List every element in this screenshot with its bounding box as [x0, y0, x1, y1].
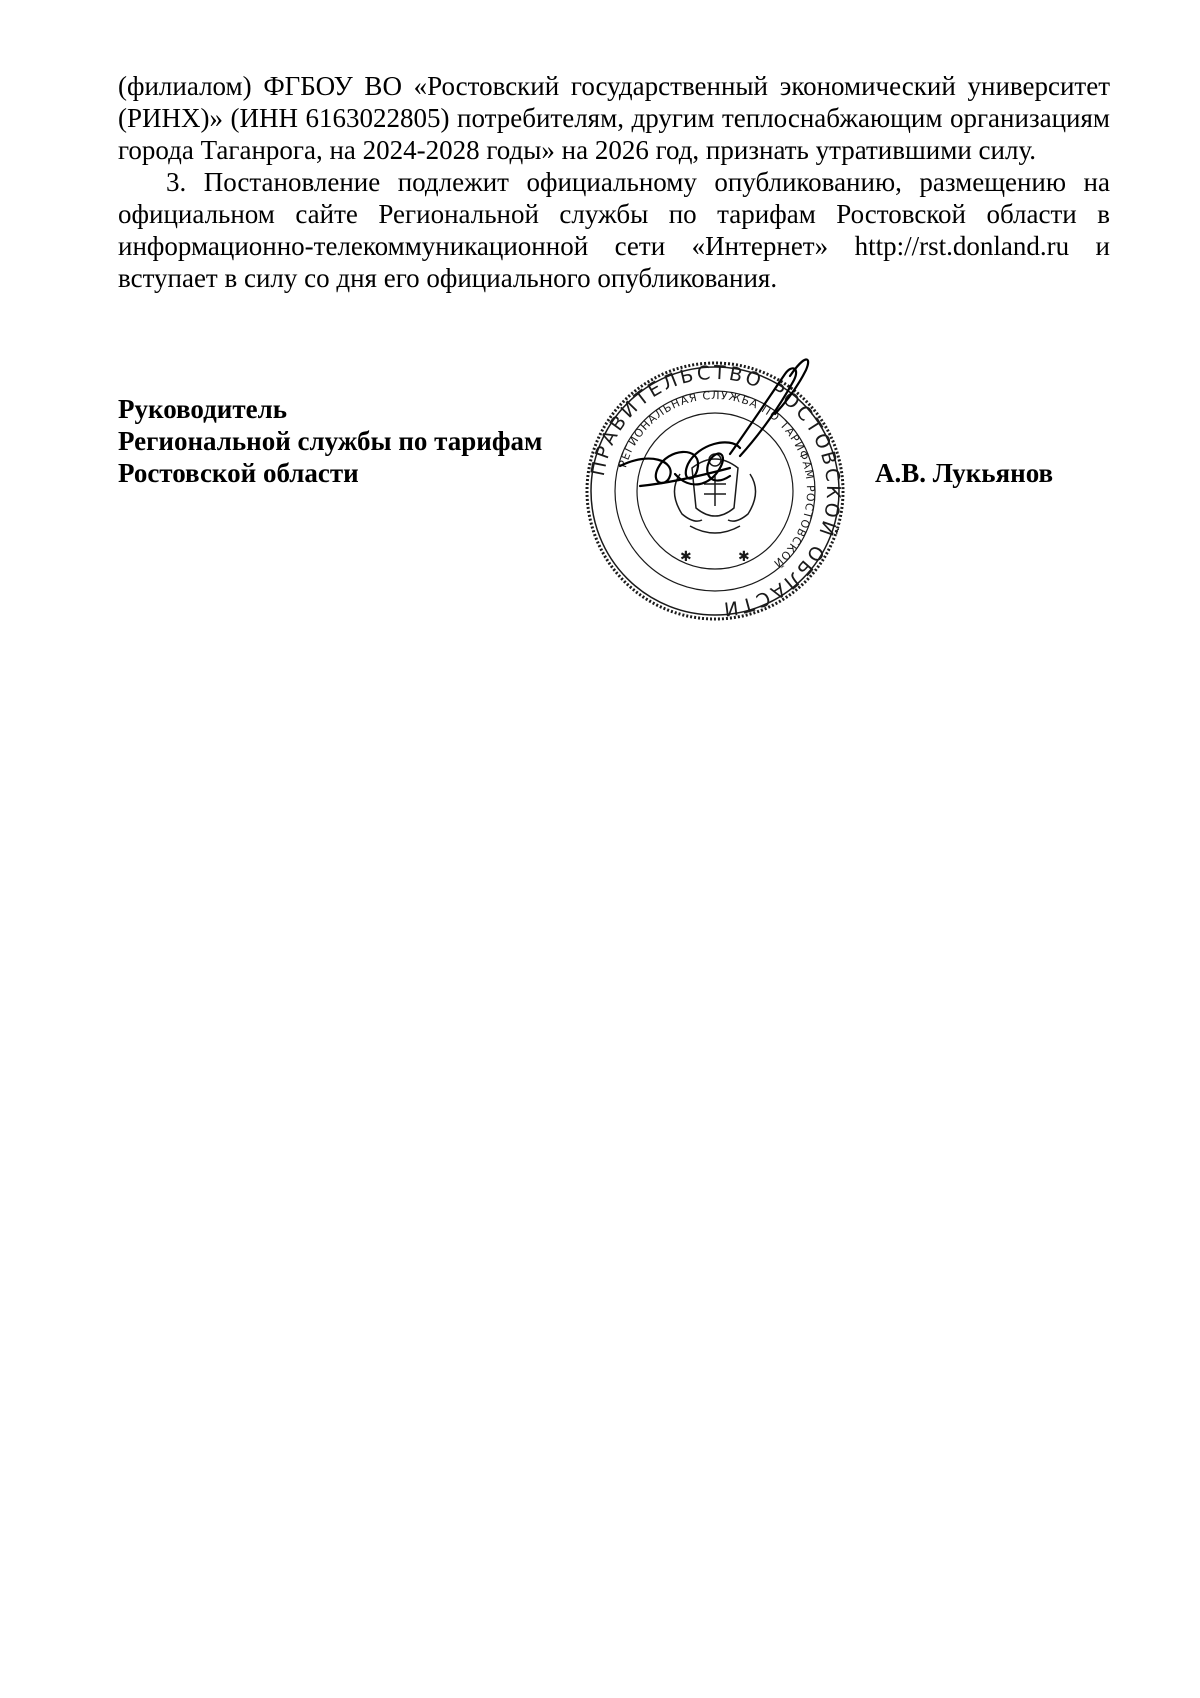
svg-text:РЕГИОНАЛЬНАЯ СЛУЖБА ПО ТАРИФАМ: РЕГИОНАЛЬНАЯ СЛУЖБА ПО ТАРИФАМ РОСТОВСКОЙ — [616, 388, 818, 571]
signer-position-line-2: Региональной службы по тарифам — [118, 426, 543, 456]
signer-position-line-3: Ростовской области — [118, 458, 359, 488]
svg-text:✱: ✱ — [680, 549, 692, 565]
document-body — [118, 70, 1110, 294]
signer-name: А.В. Лукьянов — [875, 458, 1054, 488]
svg-text:ПРАВИТЕЛЬСТВО РОСТОВСКОЙ ОБЛАС: ПРАВИТЕЛЬСТВО РОСТОВСКОЙ ОБЛАСТИ — [586, 361, 845, 621]
paragraph-publication: 3. Постановление подлежит официальному опубликованию, размещению на официальном сайте Региональной службы по тарифам Ростовской области в информационно-телекоммуникационной сети «Интернет» http://rst.donland.ru и вступает в силу со дня его официального опубликования. — [118, 167, 1110, 293]
svg-text:✱: ✱ — [738, 549, 750, 565]
paragraph-revocation: (филиалом) ФГБОУ ВО «Ростовский государственный экономический университет (РИНХ)» (ИНН 6163022805) потребителям, другим теплоснабжающим организациям города Таганрога, на 2024-2028 годы» на 2026 год, признать утратившими силу. — [118, 71, 1110, 165]
signer-position-line-1: Руководитель — [118, 394, 288, 424]
official-seal-with-signature — [580, 356, 850, 626]
signer-position — [118, 393, 542, 489]
